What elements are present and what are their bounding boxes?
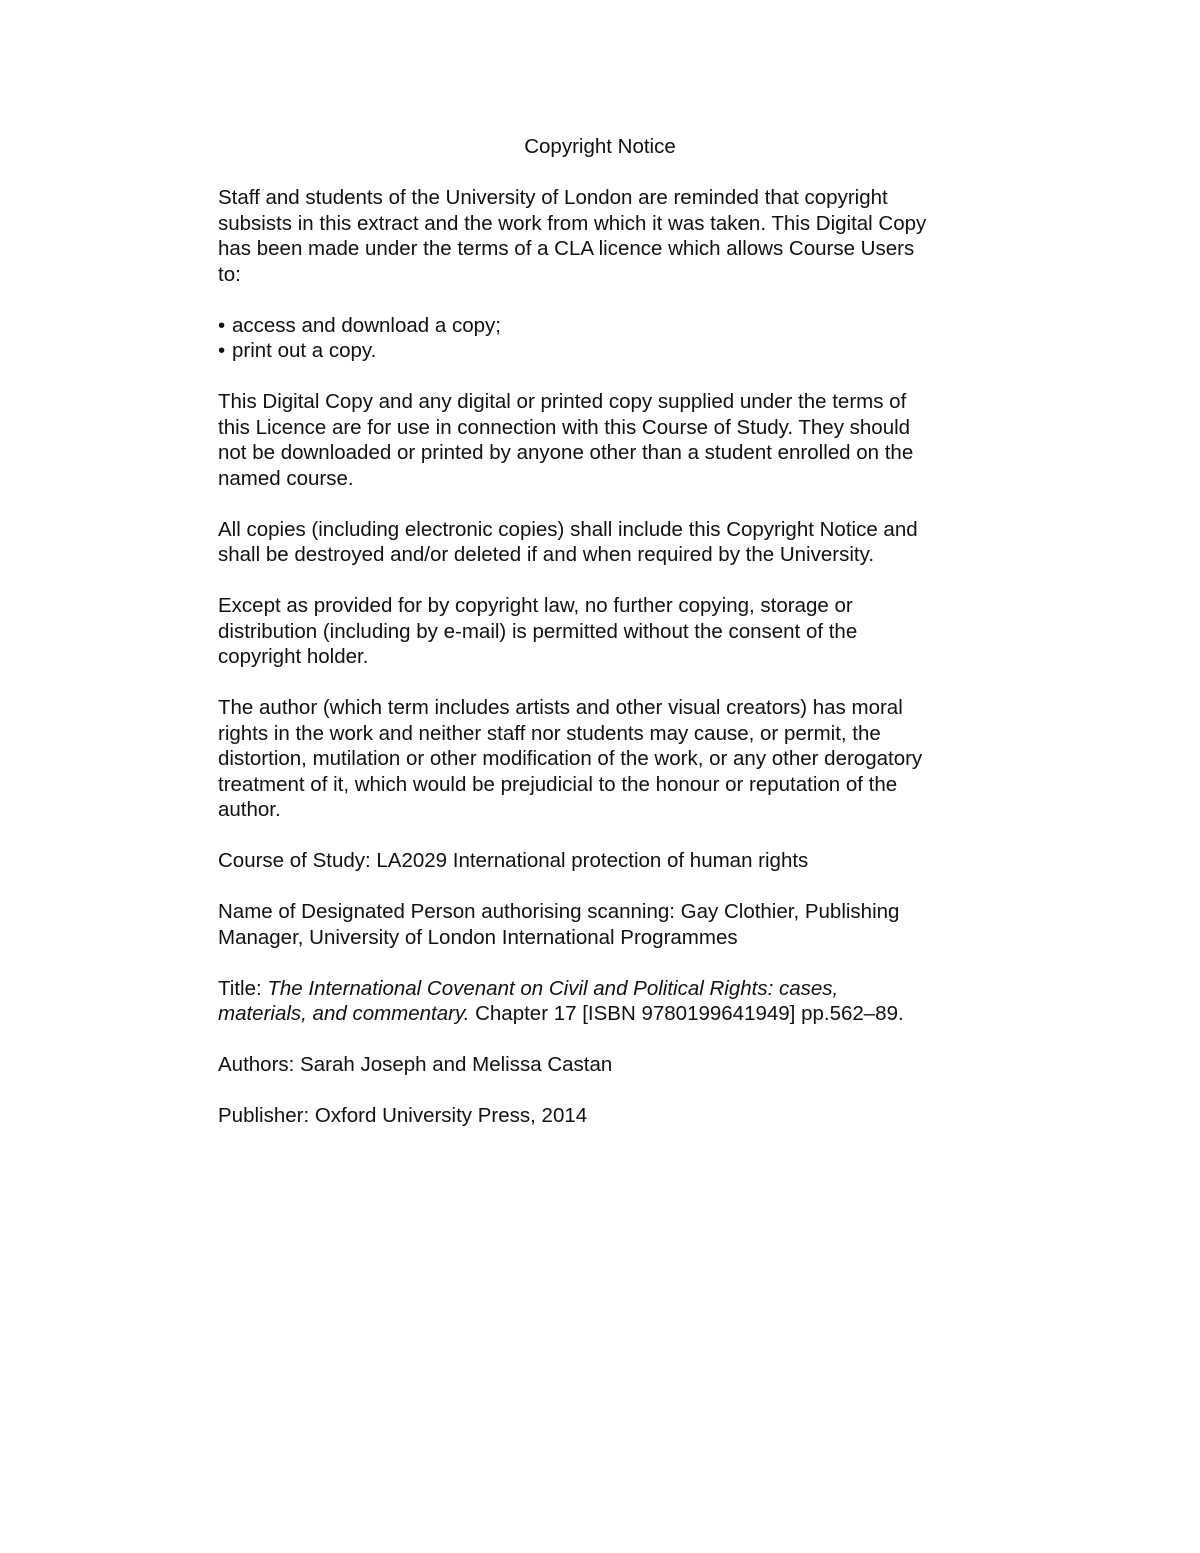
- intro-line: subsists in this extract and the work from which it was taken. This Digital Copy: [218, 211, 927, 235]
- moral-rights-paragraph: [218, 695, 998, 823]
- moral-rights-line: treatment of it, which would be prejudicial to the honour or reputation of the: [218, 772, 898, 796]
- intro-line: to:: [218, 262, 241, 286]
- authors-line: Authors: Sarah Joseph and Melissa Castan: [218, 1053, 613, 1076]
- moral-rights-line: author.: [218, 798, 281, 821]
- copies-paragraph: [218, 517, 998, 568]
- moral-rights-line: distortion, mutilation or other modification of the work, or any other derogatory: [218, 747, 923, 770]
- list-item: [218, 313, 998, 339]
- bullet-icon: •: [218, 313, 226, 337]
- except-line: Except as provided for by copyright law, no further copying, storage or: [218, 594, 853, 617]
- moral-rights-line: The author (which term includes artists and other visual creators) has moral: [218, 696, 903, 719]
- intro-paragraph: [218, 185, 998, 287]
- use-line: This Digital Copy and any digital or printed copy supplied under the terms of: [218, 390, 907, 413]
- title-italic-line1: The International Covenant on Civil and Political Rights: cases,: [267, 976, 839, 1000]
- title-citation: [218, 976, 998, 1027]
- intro-line: Staff and students of the University of London are reminded that copyright: [218, 186, 888, 209]
- title-label: Title:: [218, 976, 268, 1000]
- title-italic-line2: materials, and commentary.: [218, 1002, 470, 1025]
- copies-line: shall be destroyed and/or deleted if and when required by the University.: [218, 543, 875, 566]
- use-line: not be downloaded or printed by anyone other than a student enrolled on the: [218, 441, 914, 464]
- course-of-study: Course of Study: LA2029 International protection of human rights: [218, 849, 809, 872]
- use-line: named course.: [218, 466, 354, 490]
- except-line: distribution (including by e-mail) is permitted without the consent of the: [218, 619, 858, 643]
- intro-line: has been made under the terms of a CLA licence which allows Course Users: [218, 237, 915, 260]
- publisher-line: Publisher: Oxford University Press, 2014: [218, 1104, 588, 1127]
- list-item-text: print out a copy.: [232, 339, 377, 362]
- notice-body: [218, 185, 998, 1154]
- designated-line: Name of Designated Person authorising scanning: Gay Clothier, Publishing: [218, 900, 900, 923]
- use-paragraph: [218, 389, 998, 491]
- list-item: [218, 338, 998, 364]
- title-details: Chapter 17 [ISBN 9780199641949] pp.562–89.: [469, 1002, 904, 1025]
- permissions-list: [218, 313, 998, 364]
- except-line: copyright holder.: [218, 645, 369, 668]
- except-paragraph: [218, 593, 998, 670]
- list-item-text: access and download a copy;: [232, 313, 501, 337]
- use-line: this Licence are for use in connection with this Course of Study. They should: [218, 415, 911, 439]
- designated-person: [218, 899, 998, 950]
- bullet-icon: •: [218, 339, 226, 362]
- designated-line: Manager, University of London International Programmes: [218, 925, 738, 949]
- moral-rights-line: rights in the work and neither staff nor students may cause, or permit, the: [218, 721, 881, 745]
- copies-line: All copies (including electronic copies) shall include this Copyright Notice and: [218, 517, 918, 541]
- page-title: Copyright Notice: [524, 135, 676, 158]
